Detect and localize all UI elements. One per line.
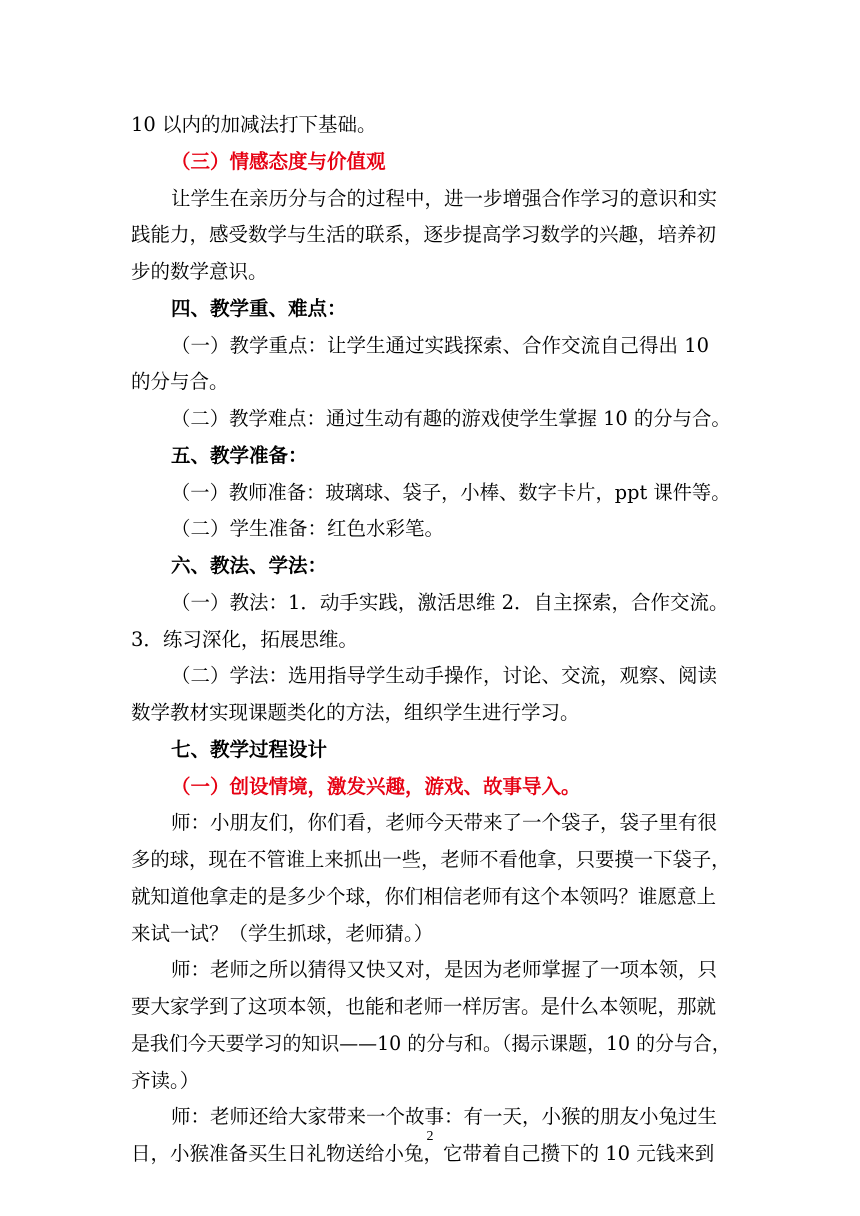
text-line: （一）教师准备：玻璃球、袋子，小棒、数字卡片，ppt 课件等。 [171,481,731,504]
text-line: （二）学生准备：红色水彩笔。 [171,517,445,540]
text-line: 来试一试？（学生抓球，老师猜。） [131,922,434,945]
text-line: （二）教学难点：通过生动有趣的游戏使学生掌握 10 的分与合。 [171,407,731,430]
section-heading: 六、教法、学法： [171,554,328,577]
text-line: 3．练习深化，拓展思维。 [131,628,358,651]
text-line: 齐读。） [131,1069,200,1092]
section-heading: （一）创设情境，激发兴趣，游戏、故事导入。 [171,775,581,798]
text-line: 多的球，现在不管谁上来抓出一些，老师不看他拿，只要摸一下袋子， [131,848,731,871]
text-line: 步的数学意识。 [131,260,268,283]
text-line: 让学生在亲历分与合的过程中，进一步增强合作学习的意识和实 [171,187,718,210]
section-heading: 五、教学准备： [171,444,308,467]
text-line: 要大家学到了这项本领，也能和老师一样厉害。是什么本领呢，那就 [131,995,717,1018]
text-line: （一）教学重点：让学生通过实践探索、合作交流自己得出 10 [171,334,710,357]
text-line: 数学教材实现课题类化的方法，组织学生进行学习。 [131,701,580,724]
page-number: 2 [426,1129,434,1144]
text-line: 就知道他拿走的是多少个球，你们相信老师有这个本领吗？谁愿意上 [131,885,717,908]
text-line: 日，小猴准备买生日礼物送给小兔，它带着自己攒下的 10 元钱来到 [131,1142,715,1165]
text-line: （二）学法：选用指导学生动手操作，讨论、交流，观察、阅读 [171,664,718,687]
text-line: 师：老师还给大家带来一个故事：有一天，小猴的朋友小兔过生 [171,1105,718,1128]
section-heading: 七、教学过程设计 [171,738,328,761]
text-line: 的分与合。 [131,370,229,393]
text-line: （一）教法：1．动手实践，激活思维 2．自主探索，合作交流。 [171,591,729,614]
text-line: 践能力，感受数学与生活的联系，逐步提高学习数学的兴趣，培养初 [131,223,717,246]
text-line: 师：小朋友们，你们看，老师今天带来了一个袋子，袋子里有很 [171,811,718,834]
text-line: 是我们今天要学习的知识——10 的分与和。（揭示课题，10 的分与合， [131,1032,731,1055]
text-line: 师：老师之所以猜得又快又对，是因为老师掌握了一项本领，只 [171,958,718,981]
section-heading: 四、教学重、难点： [171,297,347,320]
text-line: 10 以内的加减法打下基础。 [131,113,377,136]
section-heading: （三）情感态度与价值观 [171,150,386,173]
